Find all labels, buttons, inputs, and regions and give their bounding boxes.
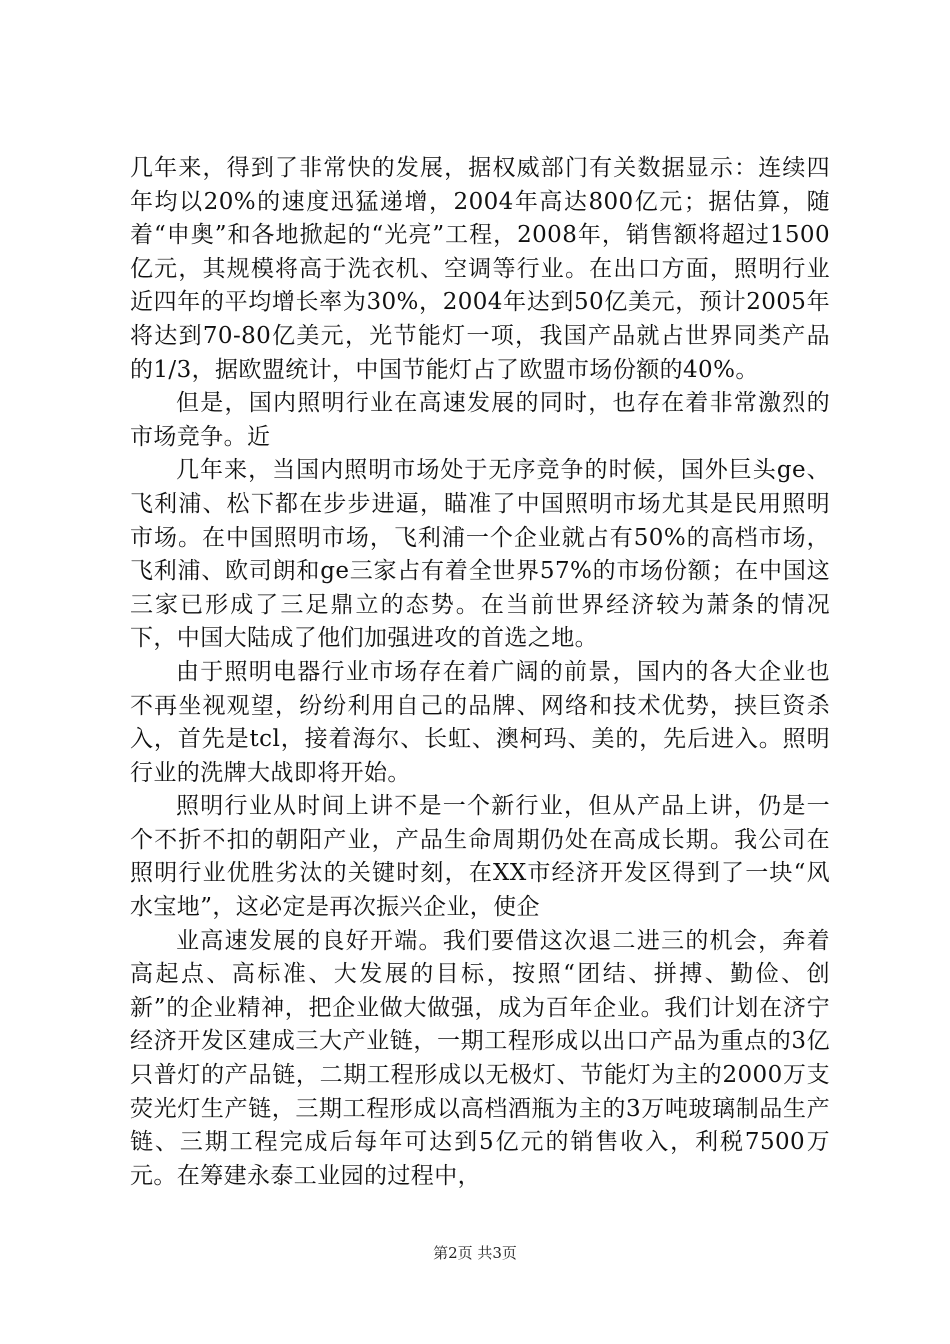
paragraph: 几年来，得到了非常快的发展，据权威部门有关数据显示：连续四年均以20%的速度迅猛递增，2004年高达800亿元；据估算，随着“申奥”和各地掀起的“光亮”工程，2008年，销售额将超过1500亿元，其规模将高于洗衣机、空调等行业。在出口方面，照明行业近四年的平均增长率为30%，2004年达到50亿美元，预计2005年将达到70-80亿美元，光节能灯一项，我国产品就占世界同类产品的1/3，据欧盟统计，中国节能灯占了欧盟市场份额的40%。: [130, 155, 830, 383]
document-body: [130, 152, 830, 1193]
paragraph: 几年来，当国内照明市场处于无序竞争的时候，国外巨头ge、飞利浦、松下都在步步进逼，瞄准了中国照明市场尤其是民用照明市场。在中国照明市场，飞利浦一个企业就占有50%的高档市场，飞利浦、欧司朗和ge三家占有着全世界57%的市场份额；在中国这三家已形成了三足鼎立的态势。在当前世界经济较为萧条的情况下，中国大陆成了他们加强进攻的首选之地。: [130, 457, 830, 652]
page-number-footer: 第2页 共3页: [433, 1244, 517, 1262]
paragraph: 由于照明电器行业市场存在着广阔的前景，国内的各大企业也不再坐视观望，纷纷利用自己的品牌、网络和技术优势，挟巨资杀入，首先是tcl，接着海尔、长虹、澳柯玛、美的，先后进入。照明行业的洗牌大战即将开始。: [130, 658, 830, 786]
paragraph: 照明行业从时间上讲不是一个新行业，但从产品上讲，仍是一个不折不扣的朝阳产业，产品生命周期仍处在高成长期。我公司在照明行业优胜劣汰的关键时刻，在XX市经济开发区得到了一块“风水宝地”，这必定是再次振兴企业，使企: [130, 793, 830, 921]
paragraph: 但是，国内照明行业在高速发展的同时，也存在着非常激烈的市场竞争。近: [130, 390, 830, 450]
paragraph: 业高速发展的良好开端。我们要借这次退二进三的机会，奔着高起点、高标准、大发展的目标，按照“团结、拼搏、勤俭、创新”的企业精神，把企业做大做强，成为百年企业。我们计划在济宁经济开发区建成三大产业链，一期工程形成以出口产品为重点的3亿只普灯的产品链，二期工程形成以无极灯、节能灯为主的2000万支荧光灯生产链，三期工程形成以高档酒瓶为主的3万吨玻璃制品生产链、三期工程完成后每年可达到5亿元的销售收入，利税7500万元。在筹建永泰工业园的过程中，: [130, 927, 830, 1189]
